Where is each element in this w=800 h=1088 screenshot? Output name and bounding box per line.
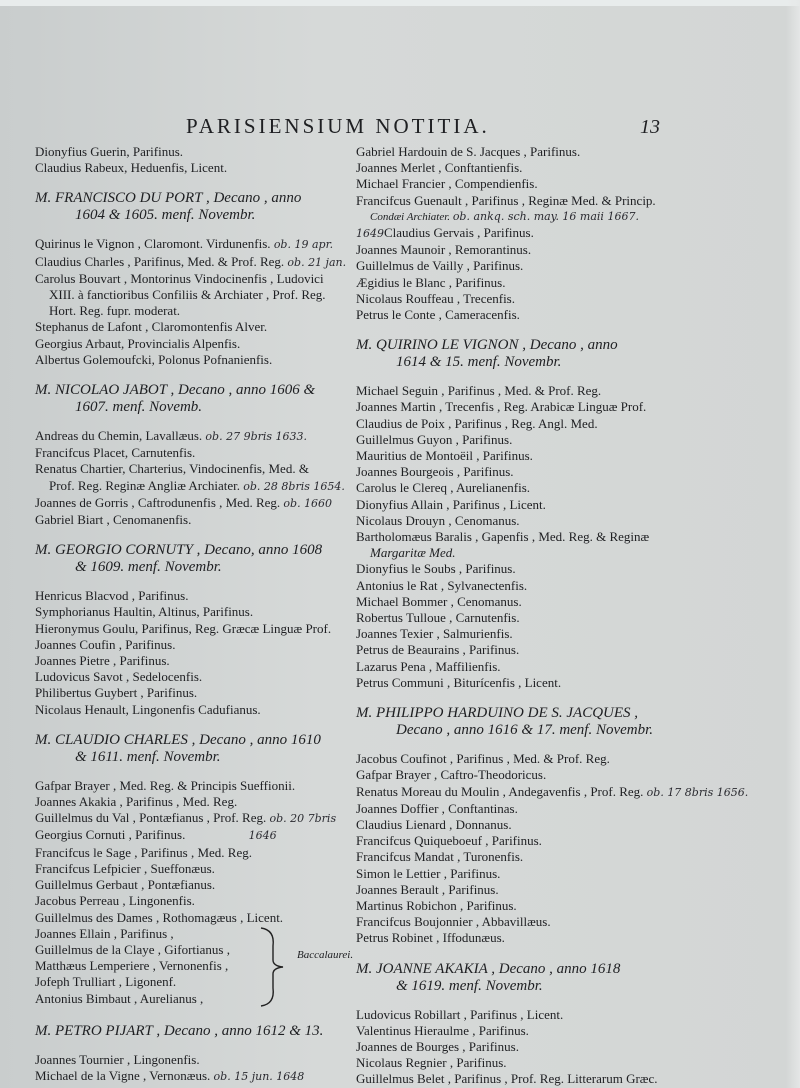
entry-line: Michael de la Vigne , Vernonæus. ob. 15 jun. 1648: [35, 1067, 305, 1083]
entry-line: Condæi Archiater. ob. ankq. sch. may. 16 maii 1667.: [370, 209, 639, 223]
entry-line: Martinus Robichon , Parifinus.: [356, 897, 517, 913]
entry-line: Philibertus Guybert , Parifinus.: [35, 685, 198, 701]
entry-line: Ægidius le Blanc , Parifinus.: [356, 274, 506, 290]
entry-line: Matthæus Lemperiere , Vernonenfis ,: [35, 958, 229, 974]
handwritten-note: ob. 17 8bris 1656.: [646, 785, 749, 799]
entry-line: Renatus Chartier, Charterius, Vindocinenfis, Med. &: [35, 461, 309, 477]
entry-line: Michael Francier , Compendienfis.: [356, 176, 538, 192]
scan-edge: [0, 0, 800, 6]
entry-line: Michael Bommer , Cenomanus.: [356, 593, 522, 609]
running-title: PARISIENSIUM NOTITIA.: [186, 114, 490, 138]
dean-heading-line: M. JOANNE AKAKIA , Decano , anno 1618: [356, 960, 621, 977]
entry-line: Guillelmus de la Claye , Gifortianus ,: [35, 941, 230, 957]
entry-line: Jofeph Trulliart , Ligonenf.: [35, 974, 177, 990]
entry-line: Joannes Berault , Parifinus.: [356, 881, 499, 897]
handwritten-note: ob. ankq. sch. may. 16 maii 1667.: [452, 209, 639, 223]
entry-line: Joannes Texier , Salmurienfis.: [356, 626, 513, 642]
entry-line: Jacobus Coufinot , Parifinus , Med. & Prof. Reg.: [356, 751, 610, 767]
entry-line: Francifcus Guenault , Parifinus , Reginæ Med. & Princip.: [356, 192, 656, 208]
entry-line: Georgius Arbaut, Provincialis Alpenfis.: [35, 335, 241, 351]
dean-heading-line: M. QUIRINO LE VIGNON , Decano , anno: [356, 337, 618, 354]
entry-line: Margaritæ Med.: [370, 545, 456, 561]
handwritten-note: 1646: [248, 829, 277, 843]
entry-line: Francifcus Placet, Carnutenfis.: [35, 445, 196, 461]
entry-line: Petrus Communi , Biturícenfis , Licent.: [356, 674, 562, 690]
entry-line: Prof. Reg. Reginæ Angliæ Archiater. ob. 28 8bris 1654.: [49, 477, 345, 493]
entry-line: Dionyfius le Soubs , Parifinus.: [356, 561, 516, 577]
entry-line: Guillelmus de Vailly , Parifinus.: [356, 258, 524, 274]
entry-line: Joannes Coufin , Parifinus.: [35, 636, 176, 652]
handwritten-note: ob. 28 8bris 1654.: [243, 479, 345, 493]
entry-line: Georgius Cornuti , Parifinus. 1646: [35, 827, 277, 843]
entry-line: Henricus Blacvod , Parifinus.: [35, 588, 189, 604]
entry-line: Hort. Reg. fupr. moderat.: [49, 303, 181, 319]
entry-line: Renatus Moreau du Moulin , Andegavenfis , Prof. Reg. ob. 17 8bris 1656.: [356, 783, 749, 799]
handwritten-note: ob. 20 7bris: [269, 812, 337, 826]
entry-line: Carolus le Clereq , Aurelianenfis.: [356, 480, 531, 496]
dean-heading-line: & 1609. menf. Novembr.: [75, 559, 222, 576]
entry-line: Joannes de Gorris , Caftrodunenfis , Med. Reg. ob. 1660: [35, 494, 333, 510]
entry-line: Joannes Akakia , Parifinus , Med. Reg.: [35, 794, 238, 810]
entry-line: Petrus le Conte , Cameracenfis.: [356, 307, 520, 323]
entry-line: Symphorianus Haultin, Altinus, Parifinus.: [35, 604, 254, 620]
dean-heading: [356, 705, 796, 739]
dean-heading-line: 1614 & 15. menf. Novembr.: [396, 354, 562, 371]
entry-line: Joannes Pietre , Parifinus.: [35, 653, 170, 669]
dean-heading-line: M. FRANCISCO DU PORT , Decano , anno: [35, 190, 302, 207]
entry-line: Guillelmus Gerbaut , Pontæfianus.: [35, 877, 216, 893]
entry-line: Joannes Martin , Trecenfis , Reg. Arabicæ Linguæ Prof.: [356, 399, 647, 415]
entry-line: Francifcus Lefpicier , Sueffonæus.: [35, 860, 215, 876]
left-column: [35, 144, 353, 1085]
entry-line: Petrus de Beaurains , Parifinus.: [356, 642, 520, 658]
right-column: [356, 144, 796, 1088]
entry-line: Carolus Bouvart , Montorinus Vindocinenfis , Ludovici: [35, 270, 324, 286]
dean-heading-line: M. PETRO PIJART , Decano , anno 1612 & 13.: [35, 1022, 324, 1039]
entry-line: Joannes Merlet , Conftantienfis.: [356, 160, 523, 176]
entry-line: Guillelmus des Dames , Rothomagæus , Licent.: [35, 909, 284, 925]
entry-line: Simon le Lettier , Parifinus.: [356, 865, 501, 881]
entry-line: Lazarus Pena , Maffilienfis.: [356, 658, 501, 674]
dean-heading: [35, 1023, 353, 1040]
dean-heading-line: M. NICOLAO JABOT , Decano , anno 1606 &: [35, 382, 316, 399]
entry-line: Joannes Tournier , Lingonenfis.: [35, 1051, 200, 1067]
dean-heading-line: Decano , anno 1616 & 17. menf. Novembr.: [396, 722, 654, 739]
dean-heading-line: M. CLAUDIO CHARLES , Decano , anno 1610: [35, 731, 321, 748]
entry-line: Dionyfius Allain , Parifinus , Licent.: [356, 496, 546, 512]
brace-label: Baccalaurei.: [297, 948, 354, 961]
baccalaurei-group: [35, 926, 353, 1007]
entry-line: Joannes Maunoir , Remorantinus.: [356, 242, 532, 258]
handwritten-note: ob. 15 jun. 1648: [213, 1069, 305, 1083]
entry-line: 1649Claudius Gervais , Parifinus.: [356, 225, 534, 241]
brace-icon: [257, 926, 293, 1008]
entry-line: Valentinus Hieraulme , Parifinus.: [356, 1022, 529, 1038]
entry-line: Francifcus Mandat , Turonenfis.: [356, 849, 524, 865]
entry-line: Gafpar Brayer , Med. Reg. & Principis Sueffionii.: [35, 777, 296, 793]
entry-line: Joannes de Bourges , Parifinus.: [356, 1038, 519, 1054]
dean-heading-line: M. PHILIPPO HARDUINO DE S. JACQUES ,: [356, 705, 639, 722]
handwritten-note: ob. 21 jan.: [287, 255, 347, 269]
dean-heading: [356, 337, 796, 371]
dean-heading-line: 1604 & 1605. menf. Novembr.: [75, 207, 256, 224]
handwritten-note: ob. 19 apr.: [273, 238, 334, 252]
entry-line: Joannes Bourgeois , Parifinus.: [356, 464, 514, 480]
entry-line: Francifcus Boujonnier , Abbavillæus.: [356, 914, 551, 930]
handwritten-note: ob. 27 9bris 1633.: [205, 430, 308, 444]
page-number: 13: [640, 116, 660, 138]
entry-line: Bartholomæus Baralis , Gapenfis , Med. Reg. & Reginæ: [356, 529, 650, 545]
entry-line: Gabriel Biart , Cenomanenfis.: [35, 512, 192, 528]
dean-heading-line: M. GEORGIO CORNUTY , Decano, anno 1608: [35, 542, 323, 559]
dean-heading: [356, 961, 796, 995]
entry-line: Francifcus Quiqueboeuf , Parifinus.: [356, 833, 542, 849]
dean-heading: [35, 732, 353, 766]
entry-line: Claudius de Poix , Parifinus , Reg. Angl. Med.: [356, 415, 598, 431]
entry-line: Guillelmus Guyon , Parifinus.: [356, 431, 513, 447]
handwritten-note: 1649: [356, 227, 384, 241]
entry-line: Stephanus de Lafont , Claromontenfis Alver.: [35, 319, 268, 335]
entry-line: Joannes Ellain , Parifinus ,: [35, 925, 174, 941]
entry-line: Michael Seguin , Parifinus , Med. & Prof. Reg.: [356, 383, 602, 399]
entry-line: Robertus Tulloue , Carnutenfis.: [356, 610, 520, 626]
entry-line: Guillelmus Belet , Parifinus , Prof. Reg. Litterarum Græc.: [356, 1071, 658, 1087]
dean-heading: [35, 190, 353, 224]
dean-heading: [35, 382, 353, 416]
entry-line: Albertus Golemoufcki, Polonus Pofnanienfis.: [35, 351, 273, 367]
entry-line: Quirinus le Vignon , Claromont. Virdunenfis. ob. 19 apr.: [35, 236, 334, 252]
entry-line: Claudius Rabeux, Heduenfis, Licent.: [35, 160, 228, 176]
handwritten-note: ob. 1660: [283, 496, 333, 510]
entry-line: Nicolaus Drouyn , Cenomanus.: [356, 512, 520, 528]
entry-line: Antonius Bimbaut , Aurelianus ,: [35, 990, 204, 1006]
entry-line: XIII. à fanctioribus Confiliis & Archiater , Prof. Reg.: [49, 287, 326, 303]
entry-line: Andreas du Chemin, Lavallæus. ob. 27 9bris 1633.: [35, 428, 308, 444]
entry-line: Ludovicus Robillart , Parifinus , Licent.: [356, 1006, 564, 1022]
entry-line: Ludovicus Savot , Sedelocenfis.: [35, 669, 203, 685]
dean-heading-line: 1607. menf. Novemb.: [75, 399, 203, 416]
entry-line: Francifcus le Sage , Parifinus , Med. Reg.: [35, 844, 252, 860]
entry-line: Jacobus Perreau , Lingonenfis.: [35, 893, 195, 909]
entry-line: Petrus Robinet , Iffodunæus.: [356, 930, 505, 946]
entry-line: Antonius le Rat , Sylvanectenfis.: [356, 577, 528, 593]
entry-line: Nicolaus Henault, Lingonenfis Cadufianus.: [35, 701, 261, 717]
entry-line: Dionyfius Guerin, Parifinus.: [35, 144, 184, 159]
entry-line: Nicolaus Regnier , Parifinus.: [356, 1055, 507, 1071]
entry-line: Mauritius de Montoëil , Parifinus.: [356, 448, 533, 464]
entry-line: Gabriel Hardouin de S. Jacques , Parifinus.: [356, 144, 581, 159]
dean-heading-line: & 1611. menf. Novembr.: [75, 748, 221, 765]
entry-line: Gafpar Brayer , Caftro-Theodoricus.: [356, 767, 547, 783]
entry-line: Hieronymus Goulu, Parifinus, Reg. Græcæ Linguæ Prof.: [35, 620, 332, 636]
entry-line: Claudius Lienard , Donnanus.: [356, 816, 512, 832]
entry-line: Guillelmus du Val , Pontæfianus , Prof. Reg. ob. 20 7bris: [35, 810, 337, 826]
entry-line: Joannes Doffier , Conftantinas.: [356, 800, 518, 816]
dean-heading: [35, 542, 353, 576]
entry-line: Claudius Charles , Parifinus, Med. & Prof. Reg. ob. 21 jan.: [35, 253, 347, 269]
entry-line: Nicolaus Rouffeau , Trecenfis.: [356, 290, 515, 306]
dean-heading-line: & 1619. menf. Novembr.: [396, 977, 543, 994]
